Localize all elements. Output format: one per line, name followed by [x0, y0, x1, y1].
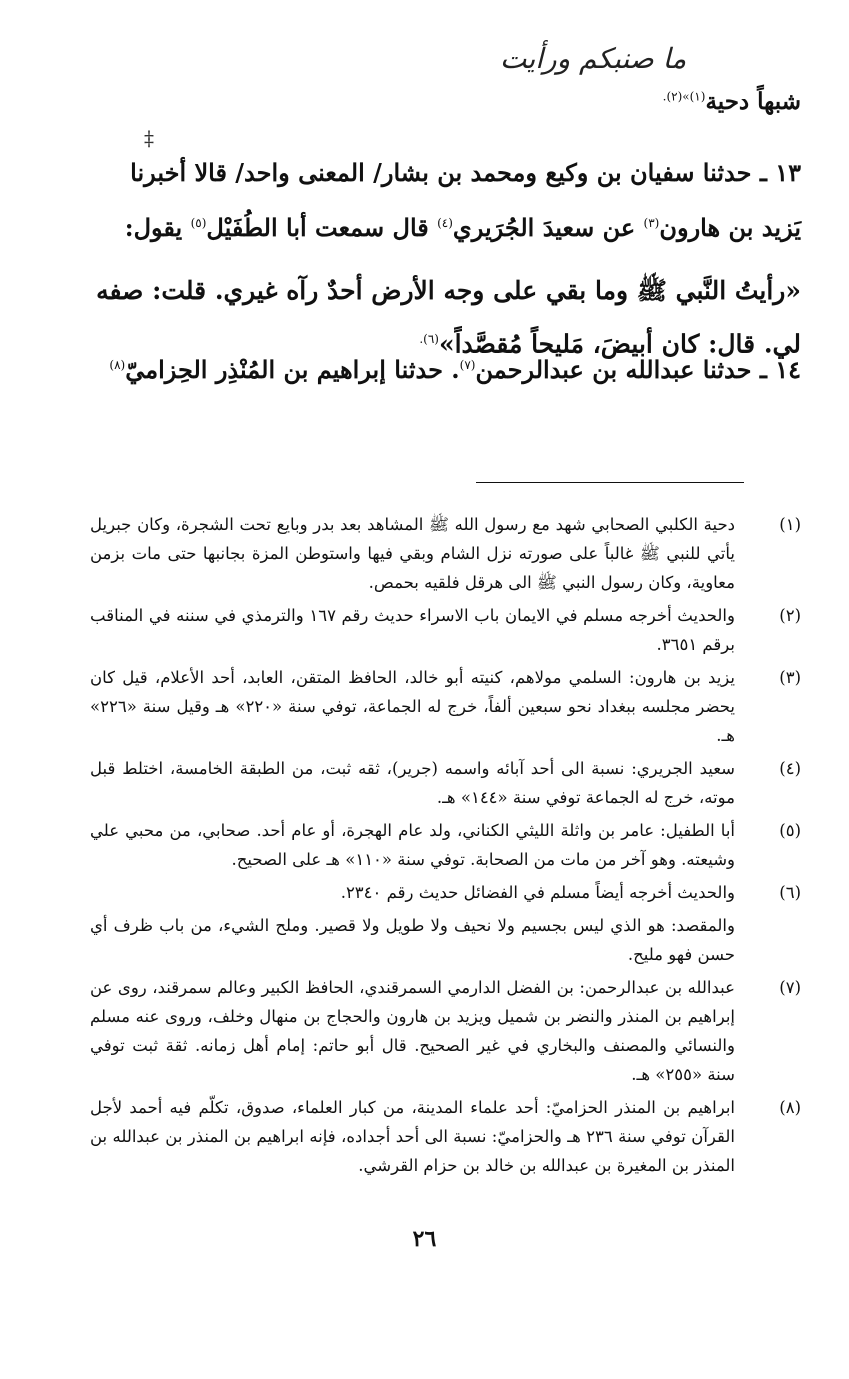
footnote — [90, 973, 801, 1089]
footnote-number: (٧) — [779, 978, 801, 997]
hadith-14-text-a: حدثنا عبدالله بن عبدالرحمن — [475, 355, 752, 384]
narration-line-1: «رأيتُ النَّبي ﷺ وما بقي على وجه الأرض أحدٌ رآه غيري. قلت: صفه — [96, 276, 801, 305]
footnote — [90, 911, 801, 969]
footnote-ref: (١)»(٢). — [662, 89, 706, 104]
hadith-14-text-b: . حدثنا إبراهيم بن المُنْذِر الحِزاميّ — [125, 355, 460, 384]
footnote-text: دحية الكلبي الصحابي شهد مع رسول الله ﷺ المشاهد بعد بدر وبايع تحت الشجرة، وكان جبريل يأتي للنبي ﷺ غالباً على صورته نزل الشام وبقي فيها واستوطن المزة بجانبها حتى مات بزمن معاوية، وكان رسول النبي ﷺ الى هرقل فلقيه بحمص. — [90, 515, 735, 592]
hadith-13-chain — [40, 148, 801, 253]
narration-line-2: لي. قال: كان أبيضَ، مَليحاً مُقصَّداً» — [438, 329, 801, 359]
hadith-13 — [40, 148, 801, 368]
footnote-number: (٢) — [779, 606, 801, 625]
chain-line-2a: يَزيد بن هارون — [659, 213, 801, 242]
footnote-text: أبا الطفيل: عامر بن واثلة الليثي الكناني، ولد عام الهجرة، أو عام أحد. صحابي، من محبي علي وشيعته. وهو آخر من مات من الصحابة. توفي سنة «١١٠» هـ على الصحيح. — [90, 821, 735, 869]
footnote — [90, 601, 801, 659]
footnote-ref: (٤) — [437, 216, 453, 230]
footnote-ref: (٣) — [643, 216, 660, 230]
footnote-text: والحديث أخرجه أيضاً مسلم في الفضائل حديث رقم ٢٣٤٠. — [340, 883, 735, 902]
footnote — [90, 878, 801, 907]
continuation-text: شبهاً دحية — [705, 88, 801, 115]
footnote-number: (٦) — [779, 883, 801, 902]
chain-line-2d: يقول: — [124, 213, 191, 242]
chain-line-1: حدثنا سفيان بن وكيع ومحمد بن بشار/ المعنى واحد/ قالا أخبرنا — [130, 158, 752, 187]
pen-mark-icon: ‡ — [144, 126, 154, 150]
footnote-ref: (٨) — [109, 358, 126, 372]
footnote-text: سعيد الجريري: نسبة الى أحد آبائه واسمه (جرير)، ثقه ثبت، من الطبقة الخامسة، اختلط قبل موته، خرج له الجماعة توفي سنة «١٤٤» هـ. — [90, 759, 735, 807]
footnote-ref: (٧) — [459, 358, 476, 372]
footnote-number: (٨) — [779, 1098, 801, 1117]
handwritten-note: ما صنبكم ورأيت — [500, 42, 687, 75]
hadith-number: ١٣ ـ — [759, 158, 801, 187]
footnote-text: والمقصد: هو الذي ليس بجسيم ولا نحيف ولا طويل ولا قصير. وملح الشيء، من باب ظرف أي حسن فهو مليح. — [90, 916, 735, 964]
hadith-number: ١٤ ـ — [759, 355, 801, 384]
footnote-divider — [476, 482, 744, 483]
footnote — [90, 510, 801, 597]
footnote-number: (١) — [779, 515, 801, 534]
footnote-text: ابراهيم بن المنذر الحزاميّ: أحد علماء المدينة، من كبار العلماء، صدوق، تكلّم فيه أحمد لأجل القرآن توفي سنة ٢٣٦ هـ والحزاميّ: نسبة الى أحد أجداده، فإنه ابراهيم بن المنذر بن عبدالله بن المنذر بن المغيرة بن عبدالله بن خالد بن حزام القرشي. — [90, 1098, 735, 1175]
footnote-number: (٣) — [779, 668, 801, 687]
footnote — [90, 663, 801, 750]
footnote-text: يزيد بن هارون: السلمي مولاهم، كنيته أبو خالد، الحافظ المتقن، العابد، أحد الأعلام، قيل كان يحضر مجلسه ببغداد نحو سبعين ألفاً، خرج له الجماعة، توفي سنة «٢٢٠» هـ وقيل سنة «٢٢٦» هـ. — [90, 668, 735, 745]
footnote-number: (٤) — [779, 759, 801, 778]
footnote — [90, 816, 801, 874]
footnotes — [90, 510, 801, 1184]
chain-line-2c: قال سمعت أبا الطُفَيْل — [206, 213, 438, 242]
continuation-line — [663, 88, 801, 115]
hadith-14 — [40, 340, 801, 395]
chain-line-2b: عن سعيدَ الجُرَيري — [452, 213, 644, 242]
footnote-ref: (٦). — [419, 332, 439, 346]
footnote-ref: (٥) — [190, 216, 207, 230]
footnote — [90, 754, 801, 812]
footnote-text: والحديث أخرجه مسلم في الايمان باب الاسراء حديث رقم ١٦٧ والترمذي في سننه في المناقب برقم ٣٦٥١. — [90, 606, 735, 654]
footnote-text: عبدالله بن عبدالرحمن: بن الفضل الدارمي السمرقندي، الحافظ الكبير وعالم سمرقند، روى عن إبراهيم بن المنذر والنضر بن شميل ويزيد بن هارون والحجاج بن منهال وخلف، وروى عنه مسلم والنسائي والمصنف والبخاري في غير الصحيح. قال أبو حاتم: إمام أهل زمانه. ثقة ثبت توفي سنة «٢٥٥» هـ. — [90, 978, 735, 1084]
footnote-number — [735, 911, 801, 969]
footnote — [90, 1093, 801, 1180]
page-number: ٢٦ — [412, 1226, 437, 1252]
footnote-number: (٥) — [779, 821, 801, 840]
